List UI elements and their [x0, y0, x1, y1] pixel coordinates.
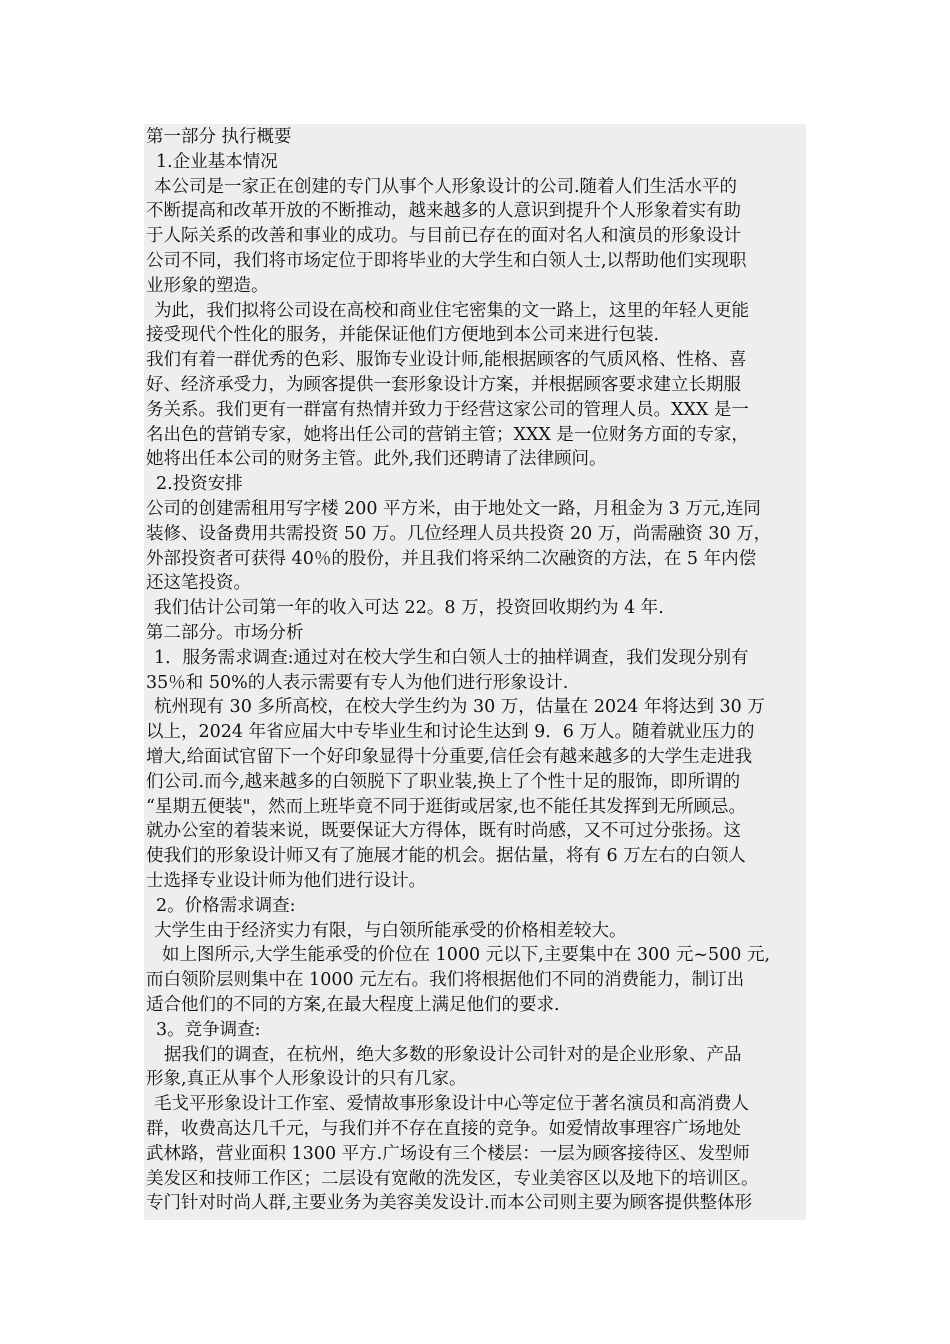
text-line: 以上，2024 年省应届大中专毕业生和讨论生达到 9．6 万人。随着就业压力的 [146, 722, 755, 743]
text-line: 如上图所示,大学生能承受的价位在 1000 元以下,主要集中在 300 元~500 元, [162, 945, 771, 966]
text-line: 而白领阶层则集中在 1000 元左右。我们将根据他们不同的消费能力，制订出 [146, 970, 745, 991]
text-line: 务关系。我们更有一群富有热情并致力于经营这家公司的管理人员。XXX 是一 [146, 399, 749, 420]
text-line: 们公司.而今,越来越多的白领脱下了职业装,换上了个性十足的服饰，即所谓的 [146, 771, 741, 792]
text-line: 业形象的塑造。 [146, 275, 269, 296]
text-line: 2。价格需求调查: [156, 895, 296, 916]
text-line: 于人际关系的改善和事业的成功。与目前已存在的面对名人和演员的形象设计 [146, 226, 741, 247]
text-line: 使我们的形象设计师又有了施展才能的机会。据估量，将有 6 万左右的白领人 [146, 846, 746, 867]
text-line: 我们有着一群优秀的色彩、服饰专业设计师,能根据顾客的气质风格、性格、喜 [146, 350, 747, 371]
text-line: 不断提高和改革开放的不断推动，越来越多的人意识到提升个人形象着实有助 [146, 201, 741, 222]
text-line: 美发区和技师工作区；二层设有宽敞的洗发区，专业美容区以及地下的培训区。 [146, 1168, 759, 1189]
text-line: 第一部分 执行概要 [146, 127, 292, 147]
text-line: 外部投资者可获得 40％的股份，并且我们将采纳二次融资的方法，在 5 年内偿 [146, 548, 757, 569]
text-line: 1．服务需求调查:通过对在校大学生和白领人士的抽样调查，我们发现分别有 [154, 647, 749, 668]
text-line: 就办公室的着装来说，既要保证大方得体，既有时尚感，又不可过分张扬。这 [146, 821, 741, 842]
text-line: 专门针对时尚人群,主要业务为美容美发设计.而本公司则主要为顾客提供整体形 [146, 1193, 753, 1214]
text-line: 本公司是一家正在创建的专门从事个人形象设计的公司.随着人们生活水平的 [154, 176, 738, 197]
text-line: 1.企业基本情况 [156, 151, 278, 172]
text-line: 武林路，营业面积 1300 平方.广场设有三个楼层：一层为顾客接待区、发型师 [146, 1143, 750, 1164]
text-line: 我们估计公司第一年的收入可达 22。8 万，投资回收期约为 4 年. [154, 598, 664, 619]
text-line: 好、经济承受力，为顾客提供一套形象设计方案，并根据顾客要求建立长期服 [146, 375, 741, 395]
text-line: 公司不同，我们将市场定位于即将毕业的大学生和白领人士,以帮助他们实现职 [146, 251, 747, 271]
text-line: 增大,给面试官留下一个好印象显得十分重要,信任会有越来越多的大学生走进我 [146, 747, 753, 767]
text-line: 35％和 50%的人表示需要有专人为他们进行形象设计. [146, 672, 569, 693]
text-line: 毛戈平形象设计工作室、爱情故事形象设计中心等定位于著名演员和高消费人 [154, 1094, 749, 1115]
text-line: 她将出任本公司的财务主管。此外,我们还聘请了法律顾问。 [146, 449, 607, 470]
text-line: 接受现代个性化的服务，并能保证他们方便地到本公司来进行包装. [146, 325, 660, 346]
document-text-block [144, 124, 806, 1220]
text-line: 公司的创建需租用写字楼 200 平方米，由于地处文一路，月租金为 3 万元,连同 [146, 499, 761, 519]
text-line: 名出色的营销专家，她将出任公司的营销主管；XXX 是一位财务方面的专家， [146, 424, 749, 445]
text-line: 形象,真正从事个人形象设计的只有几家。 [146, 1069, 467, 1090]
text-line: 适合他们的不同的方案,在最大程度上满足他们的要求. [146, 995, 560, 1015]
text-line: 据我们的调查，在杭州，绝大多数的形象设计公司针对的是企业形象、产品 [164, 1044, 742, 1065]
text-line: “星期五便装"，然而上班毕竟不同于逛街或居家,也不能任其发挥到无所顾忌。 [146, 796, 747, 817]
text-line: 杭州现有 30 多所高校，在校大学生约为 30 万，估量在 2024 年将达到 30 万 [154, 697, 765, 718]
text-line: 大学生由于经济实力有限，与白领所能承受的价格相差较大。 [154, 920, 627, 941]
text-line: 装修、设备费用共需投资 50 万。几位经理人员共投资 20 万，尚需融资 30 万， [146, 523, 772, 544]
text-line: 还这笔投资。 [146, 573, 251, 594]
text-line: 第二部分。市场分析 [146, 623, 304, 643]
text-line: 为此，我们拟将公司设在高校和商业住宅密集的文一路上，这里的年轻人更能 [154, 300, 749, 321]
text-line: 3。竞争调查: [156, 1019, 261, 1040]
text-line: 群，收费高达几千元，与我们并不存在直接的竞争。如爱情故事理容广场地处 [146, 1119, 741, 1139]
text-line: 士选择专业设计师为他们进行设计。 [146, 871, 426, 891]
text-line: 2.投资安排 [156, 474, 243, 495]
